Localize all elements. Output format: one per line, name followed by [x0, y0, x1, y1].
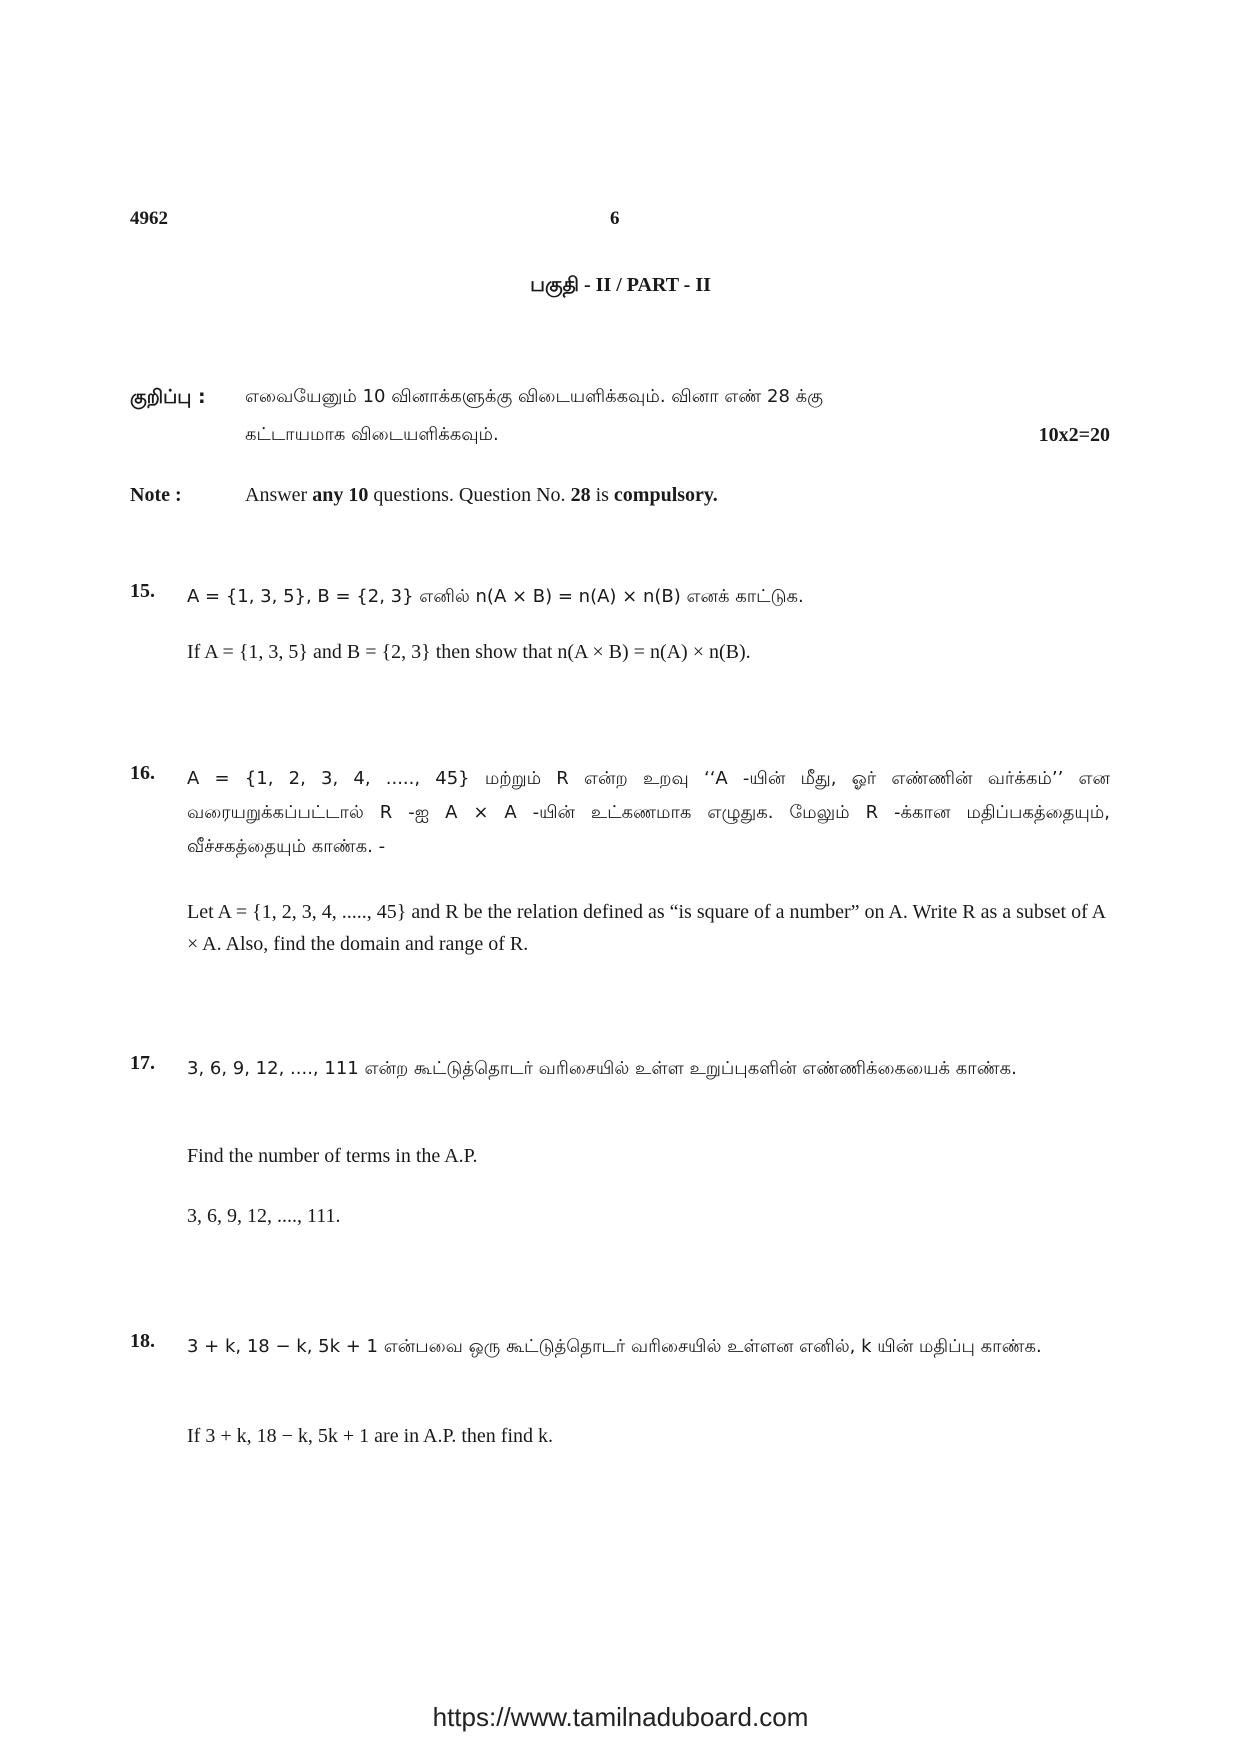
- page-number: 6: [610, 208, 620, 229]
- question-english: If 3 + k, 18 − k, 5k + 1 are in A.P. then find k.: [187, 1425, 554, 1447]
- question-english-sequence: 3, 6, 9, 12, ...., 111.: [187, 1205, 341, 1227]
- question-english: Let A = {1, 2, 3, 4, ....., 45} and R be the relation defined as “is square of a number” on A. Write R as a subset of A × A. Also, find the domain and range of R.: [187, 901, 1106, 955]
- question-number: 15.: [130, 580, 155, 602]
- question-english: Find the number of terms in the A.P.: [187, 1145, 478, 1167]
- question-number: 17.: [130, 1052, 155, 1074]
- question-tamil: A = {1, 3, 5}, B = {2, 3} எனில் n(A × B) = n(A) × n(B) எனக் காட்டுக.: [187, 586, 804, 607]
- marks-scheme: 10x2=20: [1038, 424, 1110, 446]
- paper-code: 4962: [130, 208, 168, 229]
- question-tamil: A = {1, 2, 3, 4, ....., 45} மற்றும் R என்ற உறவு ‘‘A -யின் மீது, ஓர் எண்ணின் வர்க்கம்’’ என வரையறுக்கப்பட்டால் R -ஐ A × A -யின் உட்கணமாக எழுதுக. மேலும் R -க்கான மதிப்பகத்தையும், வீச்சகத்தையும் காண்க. -: [187, 768, 1110, 857]
- footer-url[interactable]: https://www.tamilnaduboard.com: [432, 1702, 809, 1732]
- note-tamil-label: குறிப்பு :: [130, 386, 206, 408]
- question-tamil: 3 + k, 18 − k, 5k + 1 என்பவை ஒரு கூட்டுத்தொடர் வரிசையில் உள்ளன எனில், k யின் மதிப்பு காண்க.: [187, 1336, 1042, 1357]
- part-title: பகுதி - II / PART - II: [530, 274, 711, 296]
- question-english: If A = {1, 3, 5} and B = {2, 3} then show that n(A × B) = n(A) × n(B).: [187, 641, 751, 663]
- question-number: 16.: [130, 762, 155, 784]
- question-tamil: 3, 6, 9, 12, ...., 111 என்ற கூட்டுத்தொடர் வரிசையில் உள்ள உறுப்புகளின் எண்ணிக்கையைக் காண்க.: [187, 1058, 1017, 1079]
- note-tamil-line2: கட்டாயமாக விடையளிக்கவும்.: [245, 424, 499, 445]
- note-tamil-line1: எவையேனும் 10 வினாக்களுக்கு விடையளிக்கவும். வினா எண் 28 க்கு: [245, 386, 824, 407]
- question-number: 18.: [130, 1330, 155, 1352]
- note-english-label: Note :: [130, 484, 182, 506]
- note-english-text: Answer any 10 questions. Question No. 28 is compulsory.: [245, 484, 718, 506]
